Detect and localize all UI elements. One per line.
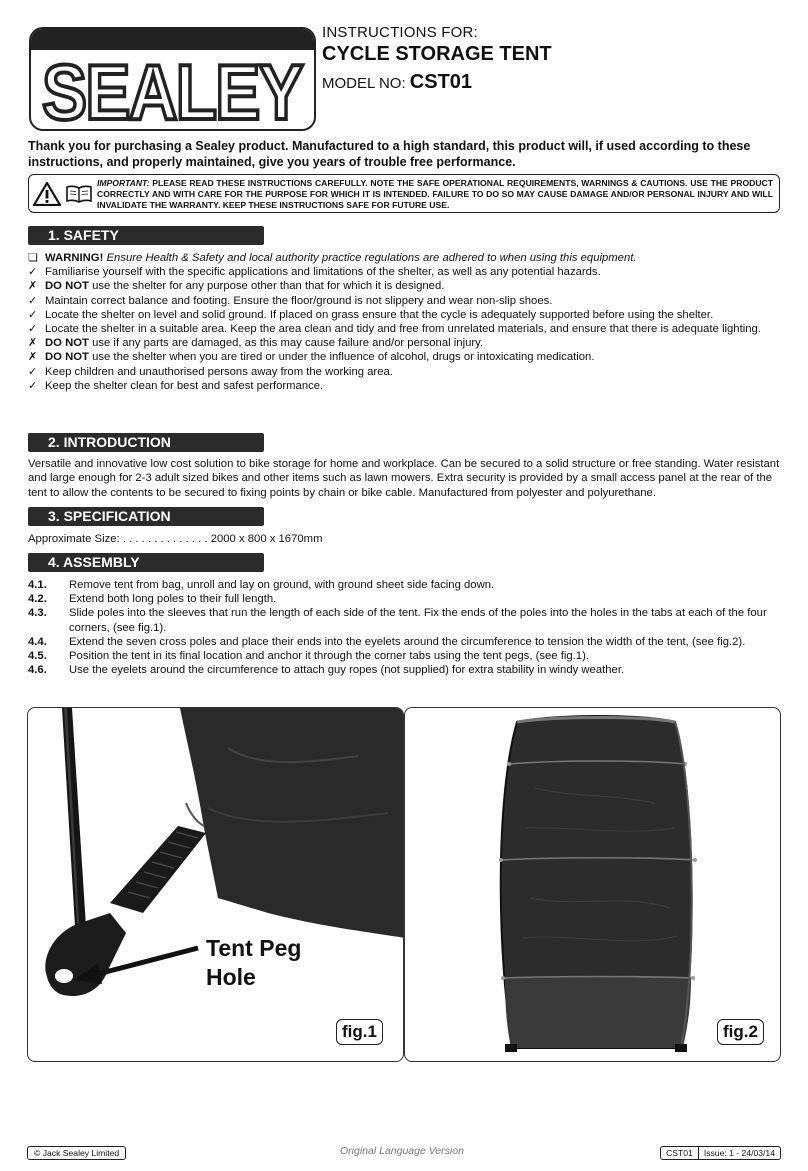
- safety-item-body: use if any parts are damaged, as this may cause failure and/or personal injury.: [88, 337, 484, 350]
- safety-item-bold: DO NOT: [45, 280, 89, 293]
- warning-triangle-icon: [33, 182, 61, 206]
- safety-item: [28, 251, 788, 265]
- safety-item-text: [45, 379, 788, 393]
- model-number: CST01: [409, 71, 473, 93]
- step-text: Extend the seven cross poles and place their ends into the eyelets around the circumference to tension the width of the tent, (see fig.2).: [69, 635, 746, 648]
- issue-box: [660, 1146, 781, 1160]
- important-notice: [28, 174, 780, 213]
- figure-2: [404, 707, 781, 1062]
- safety-marker-icon: ✓: [28, 323, 38, 336]
- safety-item: [28, 379, 788, 393]
- instructions-for-label: INSTRUCTIONS FOR:: [322, 24, 478, 41]
- safety-item-body: Maintain correct balance and footing. Ensure the floor/ground is not slippery and wear non-slip shoes.: [45, 294, 553, 307]
- step-number: 4.1.: [28, 579, 47, 591]
- step-number: 4.2.: [28, 593, 47, 606]
- safety-item-body: Familiarise yourself with the specific applications and limitations of the shelter, as well as any potential hazards.: [45, 266, 601, 279]
- safety-item-text: [45, 308, 788, 322]
- step-text: Position the tent in its final location and anchor it through the corner tabs using the tent pegs, (see fig.1).: [69, 650, 589, 663]
- introduction-text: Versatile and innovative low cost solution to bike storage for home and workplace. Can be secured to a solid structure or free standing. Water resistant and large enough for 2-3 adult sized bikes and other items such as lawn mowers. Extra security is provided by a small access panel at the rear of the tent to allow the contents to be secured to fixing points by chain or bike cable. Manufactured from polyester and polyurethane.: [28, 458, 780, 499]
- assembly-step: [28, 592, 790, 606]
- safety-marker-icon: ✓: [28, 308, 38, 321]
- fig1-caption: fig.1: [336, 1019, 383, 1045]
- safety-item-body: Ensure Health & Safety and local authority practice regulations are adhered to when using this equipment.: [103, 252, 637, 264]
- section-heading-safety: 1. SAFETY: [28, 226, 264, 245]
- safety-item: [28, 265, 788, 279]
- safety-item-body: Keep children and unauthorised persons away from the working area.: [45, 365, 393, 378]
- safety-marker-icon: ✗: [28, 337, 38, 350]
- label-line1: Tent Peg: [206, 935, 302, 961]
- step-text: Slide poles into the sleeves that run the length of each side of the tent. Fix the ends of the poles into the holes in the tabs at each of the four corners, (see fig.1).: [69, 607, 767, 634]
- logo-text: SEALEY: [42, 48, 303, 129]
- step-text: Use the eyelets around the circumference to attach guy ropes (not supplied) for extra stability in windy weather.: [69, 664, 625, 677]
- safety-item: [28, 322, 788, 336]
- safety-item-bold: DO NOT: [45, 351, 89, 364]
- copyright: © Jack Sealey Limited: [27, 1146, 126, 1160]
- safety-item-body: use the shelter when you are tired or under the influence of alcohol, drugs or intoxicating medication.: [88, 351, 595, 364]
- label-line2: Hole: [206, 964, 256, 990]
- footer-issue: Issue: 1 - 24/03/14: [698, 1147, 780, 1159]
- safety-marker-icon: ✗: [28, 351, 38, 364]
- model-line: [322, 71, 472, 94]
- safety-marker-icon: ✓: [28, 365, 38, 378]
- important-body: PLEASE READ THESE INSTRUCTIONS CAREFULLY. NOTE THE SAFE OPERATIONAL REQUIREMENTS, WARNINGS & CAUTIONS. USE THE PRODUCT CORRECTLY AND WITH CARE FOR THE PURPOSE FOR WHICH IT IS INTENDED. FAILURE TO DO SO MAY CAUSE DAMAGE AND/OR PERSONAL INJURY AND WILL INVALIDATE THE WARRANTY. KEEP THESE INSTRUCTIONS SAFE FOR FUTURE USE.: [97, 178, 773, 210]
- safety-item: [28, 279, 788, 293]
- product-title: CYCLE STORAGE TENT: [322, 43, 552, 65]
- safety-marker-icon: ✓: [28, 266, 38, 279]
- original-language-note: Original Language Version: [340, 1145, 464, 1157]
- assembly-step: [28, 663, 790, 677]
- safety-list: [28, 251, 788, 393]
- safety-item: [28, 294, 788, 308]
- step-number: 4.6.: [28, 664, 47, 677]
- safety-marker-icon: ❏: [28, 252, 38, 264]
- section-heading-specification: 3. SPECIFICATION: [28, 507, 264, 526]
- fig1-illustration: [28, 708, 404, 1062]
- assembly-step: [28, 578, 790, 592]
- assembly-step: [28, 635, 790, 649]
- safety-item-body: use the shelter for any purpose other than that for which it is designed.: [88, 280, 445, 293]
- assembly-steps: [28, 578, 790, 677]
- fig2-illustration: [405, 708, 781, 1062]
- assembly-step: [28, 649, 790, 663]
- safety-item-body: Keep the shelter clean for best and safest performance.: [45, 379, 324, 392]
- step-number: 4.4.: [28, 635, 47, 648]
- safety-item: [28, 308, 788, 322]
- footer-model: CST01: [666, 1148, 693, 1158]
- tent-peg-hole-label: [206, 934, 301, 992]
- safety-item-bold: DO NOT: [45, 337, 89, 350]
- safety-item-text: [45, 294, 788, 308]
- safety-item-text: [45, 279, 788, 293]
- step-text: Extend both long poles to their full length.: [69, 593, 277, 606]
- safety-marker-icon: ✗: [28, 280, 38, 293]
- section-heading-assembly: 4. ASSEMBLY: [28, 553, 264, 572]
- safety-item-text: [45, 265, 788, 279]
- important-text: [97, 178, 773, 211]
- safety-item-text: [45, 365, 788, 379]
- safety-item-body: Locate the shelter on level and solid ground. If placed on grass ensure that the cycle is adequately supported before using the shelter.: [45, 308, 714, 321]
- safety-item-text: [45, 322, 788, 336]
- safety-item-text: [45, 251, 788, 265]
- safety-marker-icon: ✓: [28, 379, 38, 392]
- safety-item-text: [45, 350, 788, 364]
- step-number: 4.3.: [28, 607, 47, 620]
- assembly-step: [28, 606, 790, 634]
- sealey-logo: [29, 27, 316, 131]
- step-number: 4.5.: [28, 650, 47, 663]
- safety-item-bold: WARNING!: [45, 252, 104, 264]
- model-label: MODEL NO:: [322, 75, 406, 92]
- safety-marker-icon: ✓: [28, 294, 38, 307]
- thank-you-intro: Thank you for purchasing a Sealey product. Manufactured to a high standard, this product will, if used according to these instructions, and properly maintained, give you years of trouble free performance.: [28, 139, 751, 169]
- section-heading-introduction: 2. INTRODUCTION: [28, 433, 264, 452]
- read-manual-icon: [66, 185, 92, 203]
- safety-item: [28, 365, 788, 379]
- fig2-caption: fig.2: [717, 1019, 764, 1045]
- safety-item: [28, 336, 788, 350]
- safety-item: [28, 350, 788, 364]
- safety-item-text: [45, 336, 788, 350]
- important-lead: IMPORTANT:: [97, 178, 150, 188]
- specification-size: Approximate Size: . . . . . . . . . . . . . . 2000 x 800 x 1670mm: [28, 533, 323, 545]
- figure-1: [27, 707, 404, 1062]
- safety-item-body: Locate the shelter in a suitable area. Keep the area clean and tidy and free from unrelated materials, and ensure that there is adequate lighting.: [45, 323, 761, 336]
- step-text: Remove tent from bag, unroll and lay on ground, with ground sheet side facing down.: [69, 579, 495, 591]
